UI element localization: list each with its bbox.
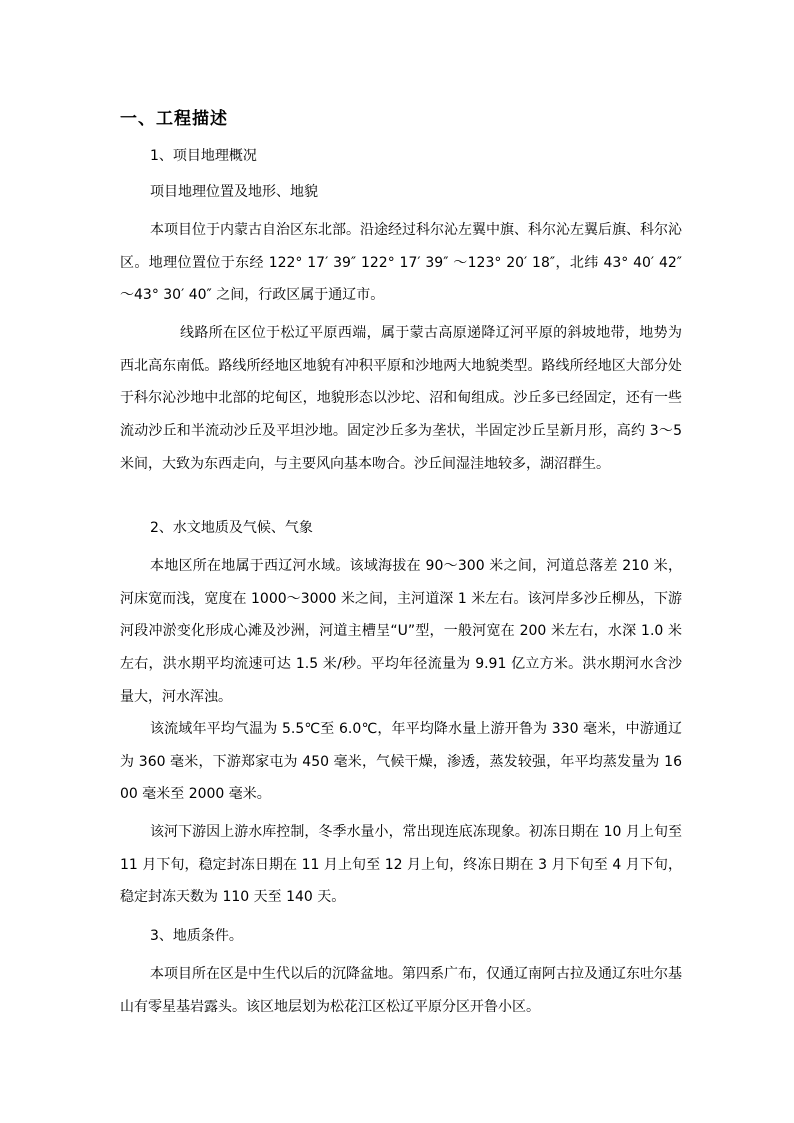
paragraph-location: 本项目位于内蒙古自治区东北部。沿途经过科尔沁左翼中旗、科尔沁左翼后旗、科尔沁区。地理位置位于东经 122° 17′ 39″ 122° 17′ 39″ ～123° 20′ 18″，北纬 43° 40′ 42″ ～43° 30′ 40″ 之间，行政区属于通辽市。 [120, 222, 682, 304]
paragraph-terrain: 线路所在区位于松辽平原西端，属于蒙古高原递降辽河平原的斜坡地带，地势为西北高东南低。路线所经地区地貌有冲积平原和沙地两大地貌类型。路线所经地区大部分处于科尔沁沙地中北部的坨甸区，地貌形态以沙坨、沼和甸组成。沙丘多已经固定，还有一些流动沙丘和半流动沙丘及平坦沙地。固定沙丘多为垄状，半固定沙丘呈新月形，高约 3～5 米间，大致为东西走向，与主要风向基本吻合。沙丘间湿洼地较多，湖沼群生。 [120, 325, 682, 472]
subsection-title-hydrology: 2、水文地质及气候、气象 [150, 520, 313, 536]
subsection-title-geography: 1、项目地理概况 [150, 148, 257, 164]
subsection-title-geology: 3、地质条件。 [150, 928, 243, 944]
paragraph-climate: 该流域年平均气温为 5.5℃至 6.0℃，年平均降水量上游开鲁为 330 毫米，中游通辽为 360 毫米，下游郑家屯为 450 毫米，气候干燥，渗透，蒸发较强，年平均蒸发量为 1600 毫米至 2000 毫米。 [120, 721, 682, 803]
paragraph-freezing: 该河下游因上游水库控制，冬季水量小，常出现连底冻现象。初冻日期在 10 月上旬至 11 月下旬，稳定封冻日期在 11 月上旬至 12 月上旬，终冻日期在 3 月下旬至 4 月下旬，稳定封冻天数为 110 天至 140 天。 [120, 824, 682, 906]
paragraph-geology: 本项目所在区是中生代以后的沉降盆地。第四系广布，仅通辽南阿古拉及通辽东吐尔基山有零星基岩露头。该区地层划为松花江区松辽平原分区开鲁小区。 [120, 966, 682, 1015]
paragraph-river: 本地区所在地属于西辽河水域。该域海拔在 90～300 米之间，河道总落差 210 米，河床宽而浅，宽度在 1000～3000 米之间，主河道深 1 米左右。该河岸多沙丘柳丛，下游河段冲淤变化形成心滩及沙洲，河道主槽呈“U”型，一般河宽在 200 米左右，水深 1.0 米左右，洪水期平均流速可达 1.5 米/秒。平均年径流量为 9.91 亿立方米。洪水期河水含沙量大，河水浑浊。 [120, 558, 682, 705]
subsection-subtitle-terrain: 项目地理位置及地形、地貌 [150, 184, 318, 200]
section-heading: 一、工程描述 [120, 109, 228, 129]
